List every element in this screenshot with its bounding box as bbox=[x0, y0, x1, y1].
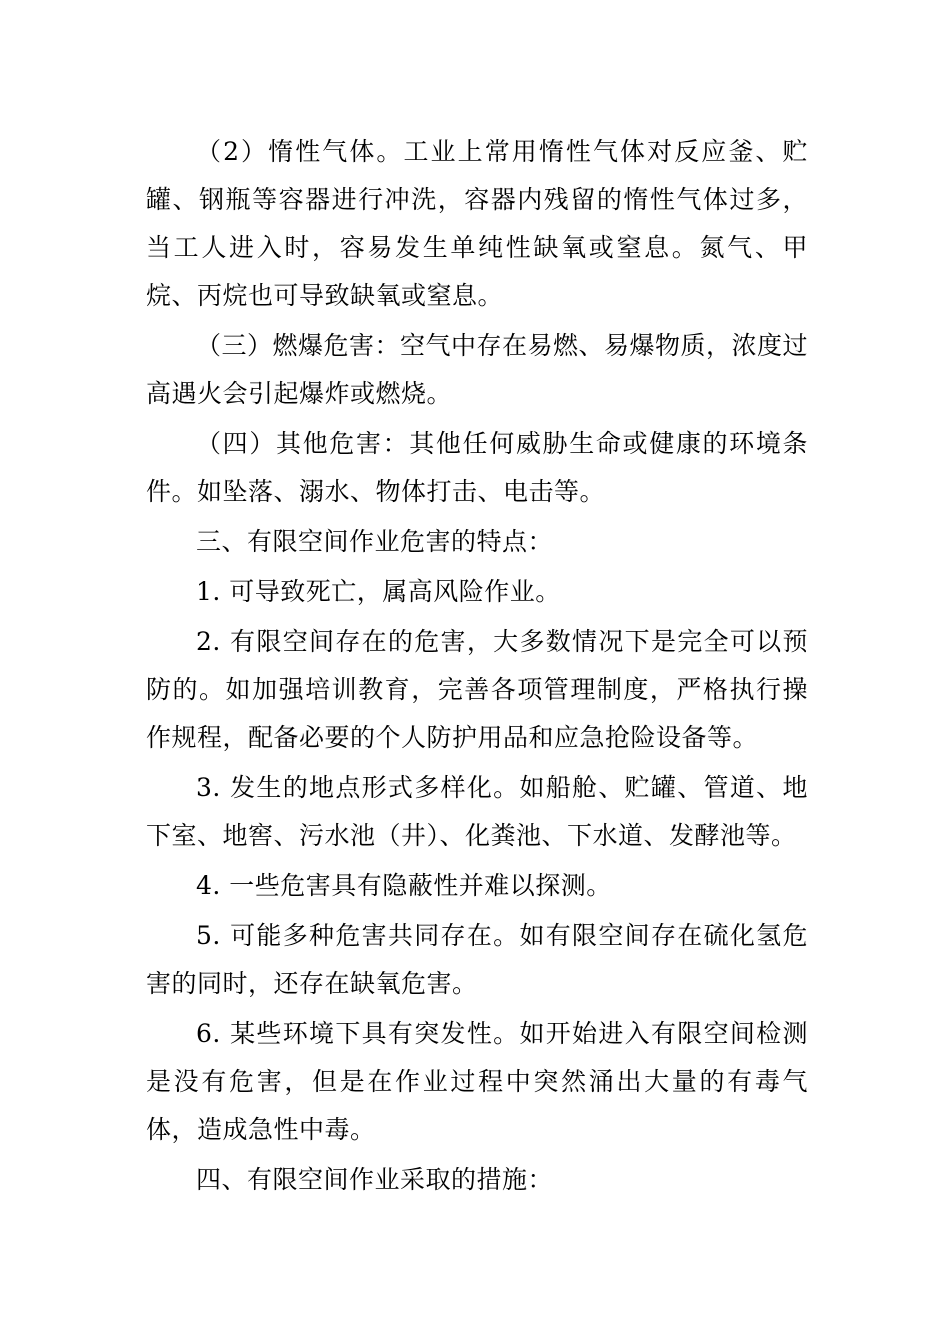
document-body bbox=[146, 128, 808, 1206]
list-item-3: 3. 发生的地点形式多样化。如船舱、贮罐、管道、地下室、地窖、污水池（井）、化粪池、下水道、发酵池等。 bbox=[146, 773, 808, 850]
paragraph-explosion-hazard: （三）燃爆危害：空气中存在易燃、易爆物质，浓度过高遇火会引起爆炸或燃烧。 bbox=[146, 331, 809, 408]
list-item-6: 6. 某些环境下具有突发性。如开始进入有限空间检测是没有危害，但是在作业过程中突然涌出大量的有毒气体，造成急性中毒。 bbox=[146, 1019, 808, 1144]
paragraph-other-hazards: （四）其他危害：其他任何威胁生命或健康的环境条件。如坠落、溺水、物体打击、电击等。 bbox=[146, 429, 808, 506]
section-heading-hazard-characteristics: 三、有限空间作业危害的特点： bbox=[196, 527, 554, 556]
list-item-4: 4. 一些危害具有隐蔽性并难以探测。 bbox=[196, 871, 612, 900]
list-item-2: 2. 有限空间存在的危害，大多数情况下是完全可以预防的。如加强培训教育，完善各项管理制度，严格执行操作规程，配备必要的个人防护用品和应急抢险设备等。 bbox=[146, 627, 808, 752]
list-item-1: 1. 可导致死亡，属高风险作业。 bbox=[196, 577, 561, 606]
section-heading-measures: 四、有限空间作业采取的措施： bbox=[196, 1165, 554, 1194]
list-item-5: 5. 可能多种危害共同存在。如有限空间存在硫化氢危害的同时，还存在缺氧危害。 bbox=[146, 921, 808, 998]
paragraph-inert-gas: （2）惰性气体。工业上常用惰性气体对反应釜、贮罐、钢瓶等容器进行冲洗，容器内残留的惰性气体过多，当工人进入时，容易发生单纯性缺氧或窒息。氮气、甲烷、丙烷也可导致缺氧或窒息。 bbox=[146, 137, 808, 310]
